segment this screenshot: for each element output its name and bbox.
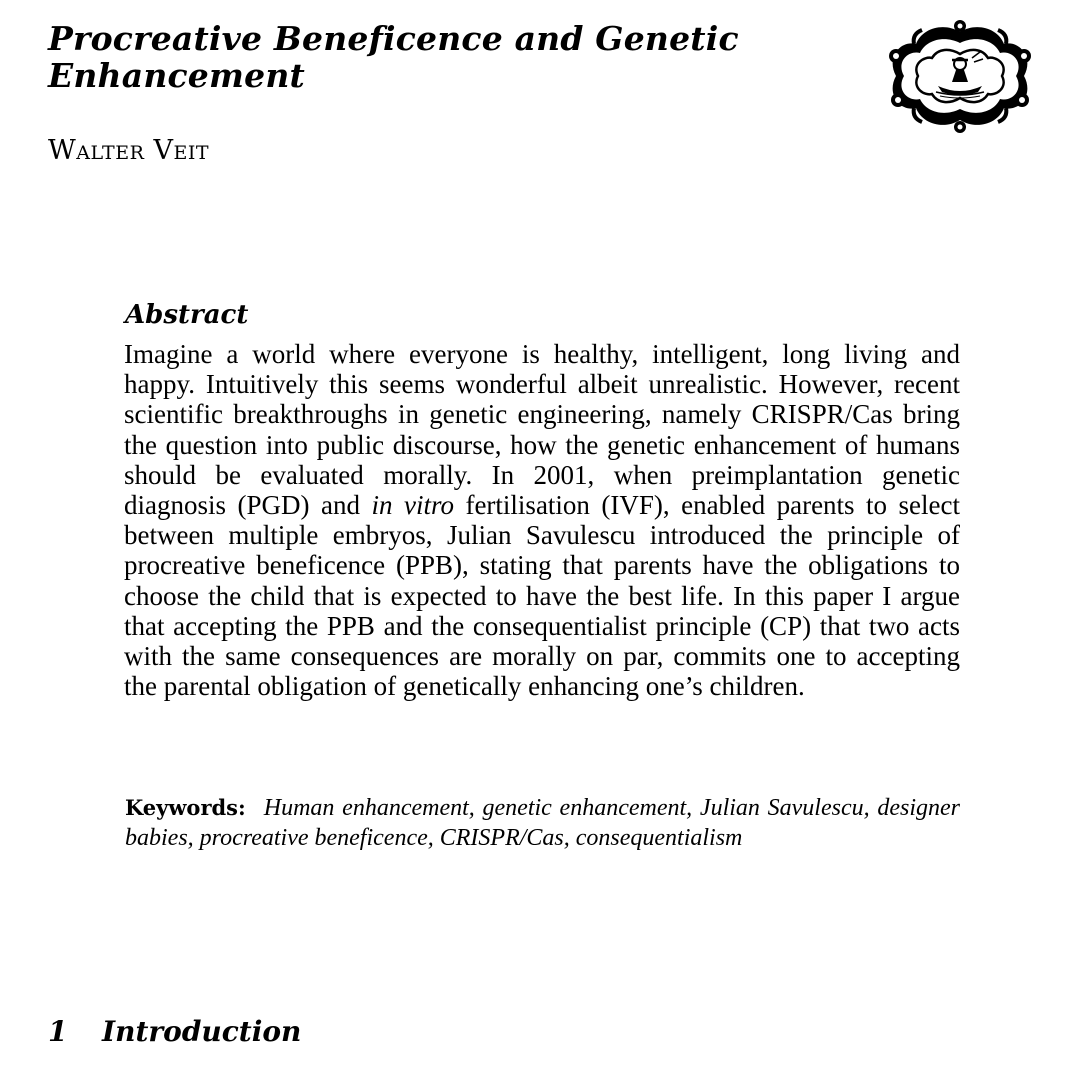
ornate-crest-emblem-icon (882, 18, 1038, 134)
keywords (125, 793, 960, 853)
section-number: 1 (48, 1015, 68, 1048)
abstract-text-part-2: fertilisation (IVF), enabled parents to select between multiple embryos, Julian Savulescu introduced the principle of procreative beneficence (PPB), stating that parents have the obligations to choose the child that is expected to have the best life. In this paper I argue that accepting the PPB and the consequentialist principle (CP) that two acts with the same consequences are morally on par, commits one to accepting the parental obligation of genetically enhancing one’s children. (124, 490, 961, 702)
section-heading-introduction (48, 1015, 301, 1049)
section-title: Introduction (102, 1015, 302, 1048)
abstract-italic-phrase: in vitro (371, 490, 454, 521)
abstract-body (124, 339, 960, 701)
keywords-list: Human enhancement, genetic enhancement, Julian Savulescu, designer babies, procreative beneficence, CRISPR/Cas, consequentialism (125, 795, 960, 851)
keywords-label: Keywords: (125, 795, 246, 820)
author-name: Walter Veit (48, 135, 210, 166)
paper-title: Procreative Beneficence and Genetic Enhancement (48, 19, 739, 95)
abstract-heading: Abstract (125, 300, 249, 330)
abstract-text-part-1: Imagine a world where everyone is healthy, intelligent, long living and happy. Intuitively this seems wonderful albeit unrealistic. However, recent scientific breakthroughs in genetic engineering, namely CRISPR/Cas bring the question into public discourse, how the genetic enhancement of humans should be evaluated morally. In 2001, when preimplantation genetic diagnosis (PGD) and (124, 339, 960, 521)
